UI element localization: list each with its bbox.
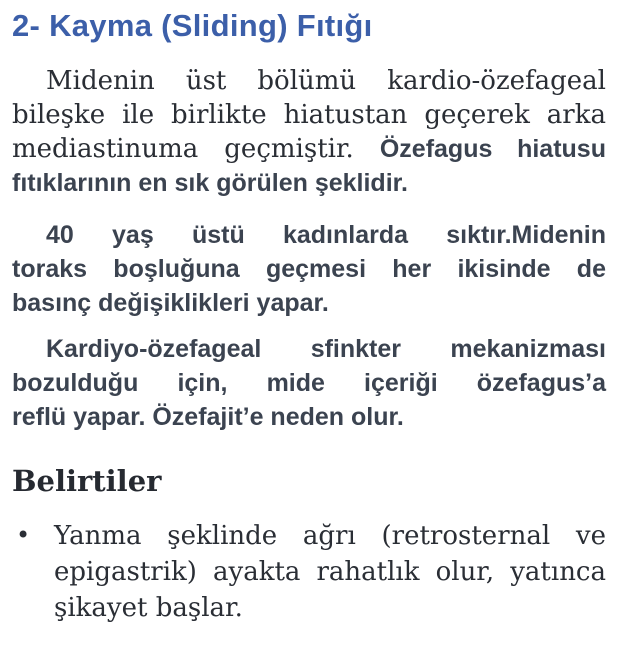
paragraph-age-pressure	[12, 218, 606, 320]
text-segment-bold: Özefagus hiatusu	[379, 135, 606, 163]
text-line	[12, 166, 606, 200]
text-line	[12, 218, 606, 252]
bullet-text-block	[54, 518, 606, 626]
text-line	[12, 252, 606, 286]
text-line	[54, 590, 606, 626]
text-segment-bold: Kardiyo-özefageal sfinkter mekanizması	[46, 335, 606, 363]
text-line	[12, 366, 606, 400]
symptoms-heading: Belirtiler	[12, 464, 162, 498]
text-segment: Yanma şeklinde ağrı (retrosternal ve	[54, 521, 606, 551]
text-line	[12, 132, 606, 166]
text-line	[12, 400, 606, 434]
text-segment-bold: bozulduğu için, mide içeriği özefagus’a	[12, 369, 606, 397]
text-segment-bold: fıtıklarının en sık görülen şeklidir.	[12, 169, 408, 197]
text-line	[12, 286, 606, 320]
text-segment: şikayet başlar.	[54, 593, 243, 623]
text-line	[12, 64, 606, 98]
bullet-item	[12, 518, 606, 626]
text-segment: Midenin üst bölümü kardio-özefageal	[46, 66, 606, 96]
section-title: 2- Kayma (Sliding) Fıtığı	[12, 8, 373, 43]
paragraph-intro	[12, 64, 606, 200]
text-line	[12, 332, 606, 366]
text-segment: mediastinuma geçmiştir.	[12, 134, 380, 164]
bullet-icon: •	[16, 521, 31, 549]
text-line	[12, 98, 606, 132]
text-segment-bold: toraks boşluğuna geçmesi her ikisinde de	[12, 255, 606, 283]
text-segment: bileşke ile birlikte hiatustan geçerek arka	[12, 100, 606, 130]
text-line	[54, 554, 606, 590]
text-segment-bold: reflü yapar. Özefajit’e neden olur.	[12, 403, 404, 431]
text-segment-bold: 40 yaş üstü kadınlarda sıktır.Midenin	[46, 221, 606, 249]
text-line	[54, 518, 606, 554]
text-segment: epigastrik) ayakta rahatlık olur, yatınca	[54, 557, 606, 587]
text-segment-bold: basınç değişiklikleri yapar.	[12, 289, 329, 317]
paragraph-sphincter-reflux	[12, 332, 606, 434]
